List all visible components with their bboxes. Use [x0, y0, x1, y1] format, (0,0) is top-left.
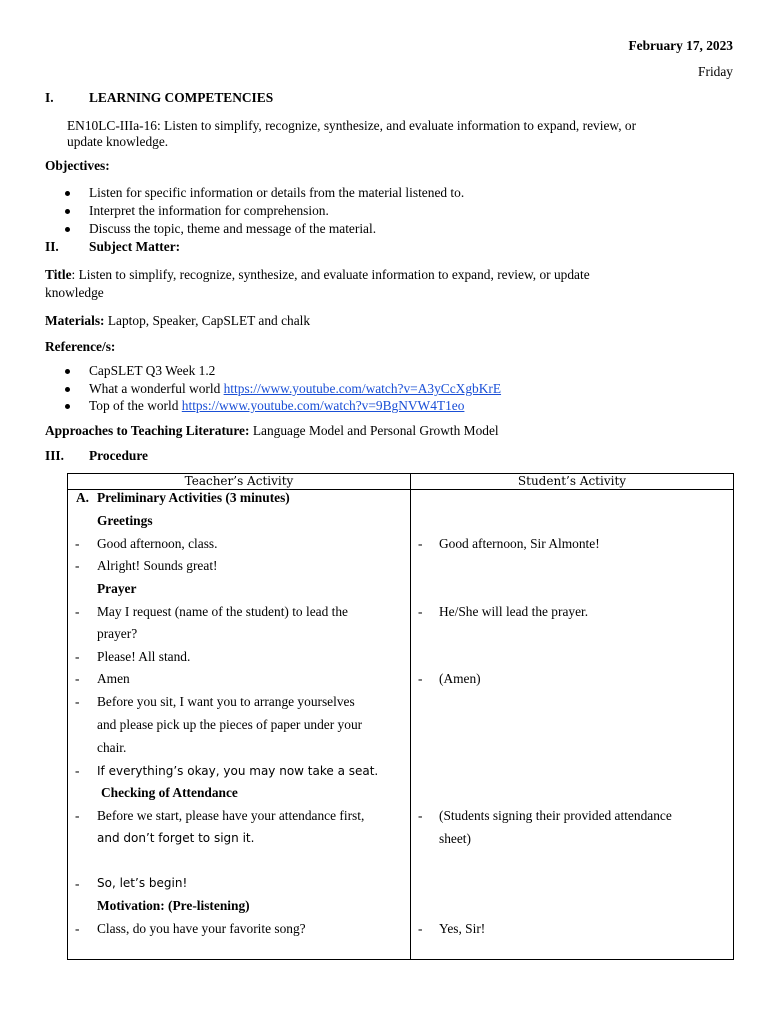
prelim-marker: A.	[76, 490, 90, 505]
lesson-day: Friday	[698, 64, 733, 79]
teacher-line: Before we start, please have your attendance first,	[97, 808, 365, 823]
teacher-line: Please! All stand.	[97, 649, 191, 664]
teacher-line: May I request (name of the student) to lead the	[97, 604, 348, 619]
reference-item: CapSLET Q3 Week 1.2	[89, 363, 216, 378]
materials-line	[45, 313, 310, 329]
dash: -	[75, 558, 80, 573]
teacher-line: So, let’s begin!	[97, 876, 188, 890]
teacher-activity-cell	[68, 490, 411, 960]
materials-text: Laptop, Speaker, CapSLET and chalk	[104, 313, 311, 328]
student-line: (Students signing their provided attendance	[439, 808, 672, 823]
approaches-label: Approaches to Teaching Literature:	[45, 423, 250, 438]
attendance-heading: Checking of Attendance	[101, 785, 238, 800]
dash: -	[75, 604, 80, 619]
section-2-title: Subject Matter:	[89, 239, 181, 254]
reference-item	[89, 381, 501, 397]
table-row	[68, 490, 734, 960]
greetings-heading: Greetings	[97, 513, 153, 528]
teacher-line: Amen	[97, 671, 130, 686]
teacher-line: chair.	[97, 740, 127, 755]
teacher-line: Alright! Sounds great!	[97, 558, 218, 573]
teacher-line: prayer?	[97, 626, 138, 641]
reference-link[interactable]: https://www.youtube.com/watch?v=A3yCcXgbKrE	[223, 381, 502, 396]
bullet-icon	[65, 369, 70, 374]
objectives-label: Objectives:	[45, 158, 110, 173]
teacher-line: If everything’s okay, you may now take a seat.	[97, 764, 379, 778]
approaches-text: Language Model and Personal Growth Model	[249, 423, 499, 438]
teacher-line: Before you sit, I want you to arrange yourselves	[97, 694, 355, 709]
teacher-line: Good afternoon, class.	[97, 536, 218, 551]
section-2-numeral: II.	[45, 239, 59, 254]
student-line: sheet)	[439, 831, 471, 846]
dash: -	[75, 649, 80, 664]
bullet-icon	[65, 387, 70, 392]
student-line: (Amen)	[439, 671, 481, 686]
title-line-2: knowledge	[45, 285, 104, 300]
lesson-date: February 17, 2023	[628, 38, 733, 53]
objective-item: Discuss the topic, theme and message of the material.	[89, 221, 377, 236]
reference-link[interactable]: https://www.youtube.com/watch?v=9BgNVW4T1eo	[181, 398, 465, 413]
objective-item: Interpret the information for comprehension.	[89, 203, 329, 218]
reference-title: Top of the world	[89, 398, 182, 413]
dash: -	[75, 671, 80, 686]
teacher-line: and don’t forget to sign it.	[97, 831, 255, 845]
teacher-line: and please pick up the pieces of paper under your	[97, 717, 363, 732]
dash: -	[75, 763, 80, 778]
motivation-heading: Motivation: (Pre-listening)	[97, 898, 250, 913]
student-line: Yes, Sir!	[439, 921, 486, 936]
title-label: Title	[45, 267, 72, 282]
table-header-row	[68, 474, 734, 490]
section-3-title: Procedure	[89, 448, 149, 463]
prayer-heading: Prayer	[97, 581, 137, 596]
procedure-table	[67, 473, 734, 960]
title-text: : Listen to simplify, recognize, synthesize, and evaluate information to expand, review, or update	[71, 267, 590, 282]
bullet-icon	[65, 209, 70, 214]
teacher-line: Class, do you have your favorite song?	[97, 921, 306, 936]
competency-line-1: EN10LC-IIIa-16: Listen to simplify, recognize, synthesize, and evaluate information to expand, review, or	[67, 118, 637, 133]
section-3-numeral: III.	[45, 448, 64, 463]
references-label: Reference/s:	[45, 339, 116, 354]
dash: -	[418, 921, 423, 936]
student-activity-cell	[411, 490, 734, 960]
dash: -	[418, 604, 423, 619]
reference-item	[89, 398, 464, 414]
bullet-icon	[65, 227, 70, 232]
student-activity-header: Student’s Activity	[411, 474, 734, 490]
approaches-line	[45, 423, 499, 439]
student-line: Good afternoon, Sir Almonte!	[439, 536, 600, 551]
dash: -	[75, 536, 80, 551]
competency-line-2: update knowledge.	[67, 134, 169, 149]
dash: -	[75, 921, 80, 936]
objective-item: Listen for specific information or details from the material listened to.	[89, 185, 465, 200]
section-1-title: LEARNING COMPETENCIES	[89, 90, 274, 105]
dash: -	[418, 536, 423, 551]
student-line: He/She will lead the prayer.	[439, 604, 589, 619]
materials-label: Materials:	[45, 313, 105, 328]
prelim-title: Preliminary Activities (3 minutes)	[97, 490, 290, 505]
teacher-activity-header: Teacher’s Activity	[68, 474, 411, 490]
dash: -	[75, 876, 80, 891]
title-line-1	[45, 267, 590, 283]
bullet-icon	[65, 404, 70, 409]
dash: -	[75, 808, 80, 823]
section-1-numeral: I.	[45, 90, 54, 105]
reference-title: What a wonderful world	[89, 381, 224, 396]
dash: -	[418, 671, 423, 686]
bullet-icon	[65, 191, 70, 196]
dash: -	[418, 808, 423, 823]
dash: -	[75, 694, 80, 709]
